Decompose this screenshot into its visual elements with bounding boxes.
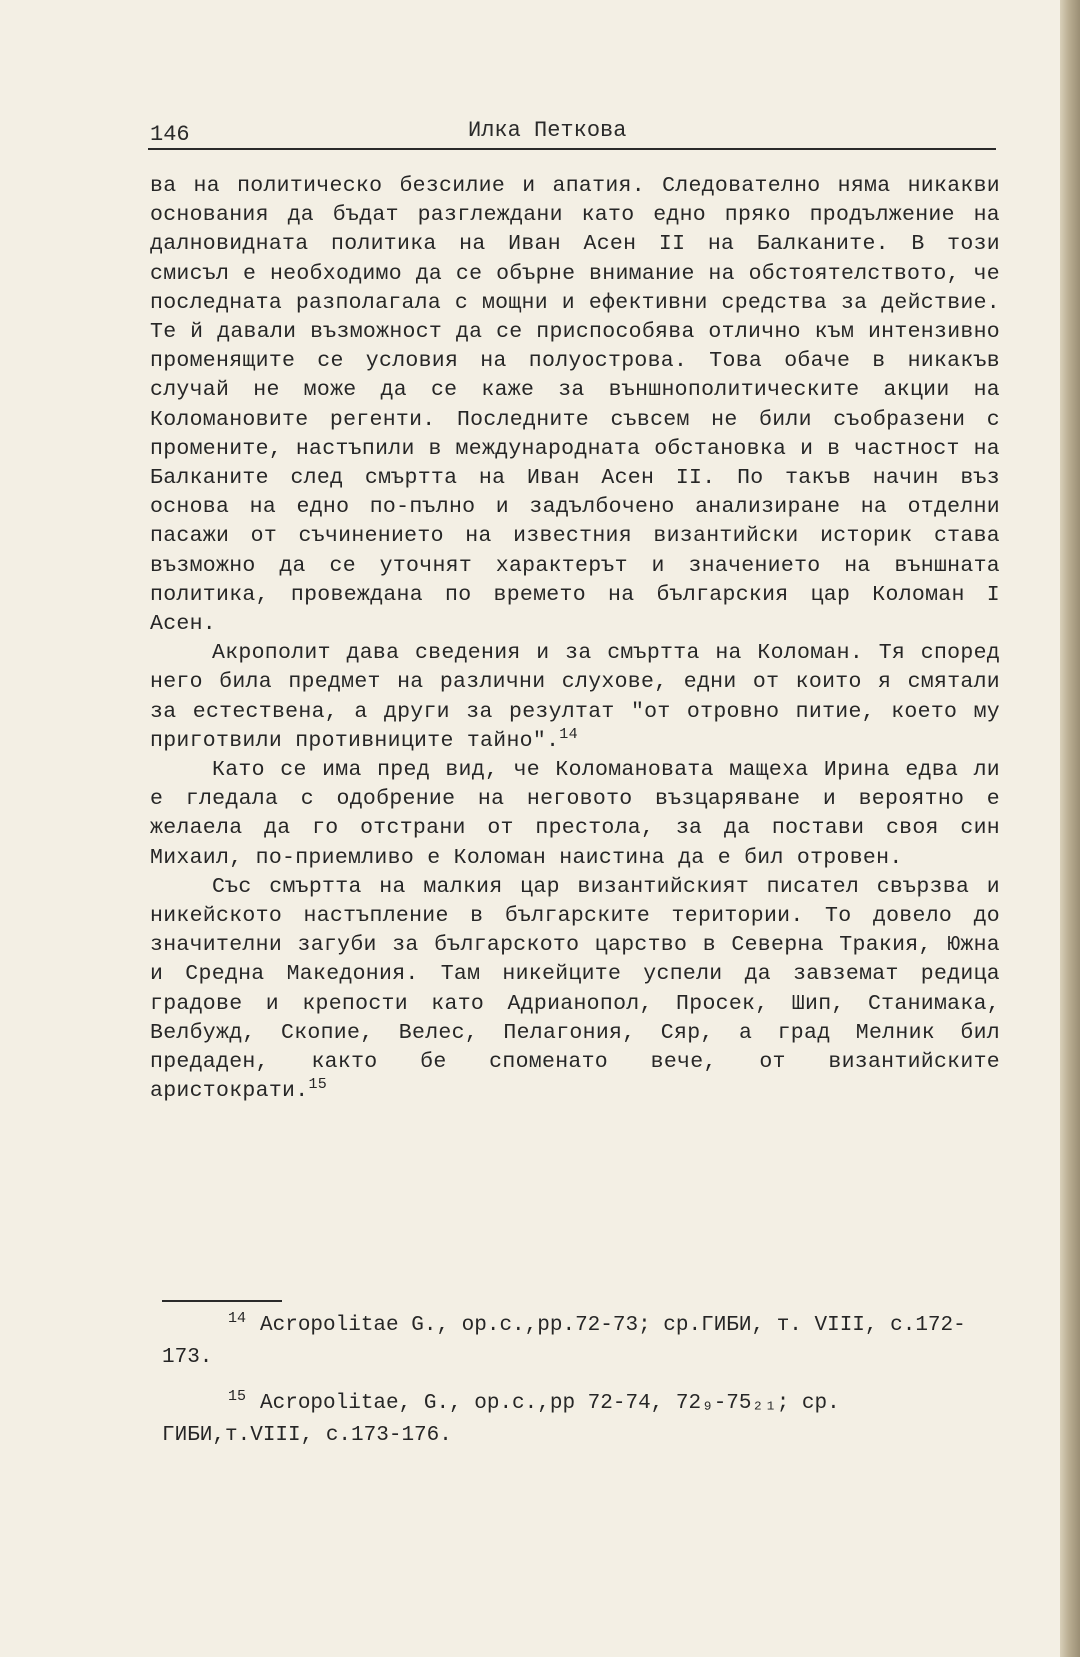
footnote-number: 15 <box>228 1388 247 1405</box>
paragraph <box>150 172 1000 639</box>
paragraph <box>150 756 1000 873</box>
footnote-reference: 14 <box>559 725 578 743</box>
paragraph-text: Като се има пред вид, че Коломановата мащеха Ирина едва ли е гледала с одобрение на неговото възцаряване и вероятно е желаела да го отстрани от престола, за да постави своя син Михаил, по-приемливо е Коломан наистина да е бил отровен. <box>150 758 1000 870</box>
footnote-text: Acropolitae, G., op.c.,pp 72-74, 72₉-75₂₁; ср. ГИБИ,т.VIII, с.173-176. <box>162 1392 840 1447</box>
footnote-text: Acropolitae G., op.c.,pp.72-73; ср.ГИБИ, т. VIII, с.172-173. <box>162 1314 966 1369</box>
footnote <box>162 1388 1002 1452</box>
footnote-reference: 15 <box>308 1076 328 1094</box>
footnote <box>162 1310 1002 1374</box>
paragraph-text: ва на политическо безсилие и апатия. Следователно няма никакви основания да бъдат разглеждани като едно пряко продължение на далновидната политика на Иван Асен II на Балканите. В този смисъл е необходимо да се обърне внимание на обстоятелството, че последната разполагала с мощни и ефективни средства за действие. Те й давали възможност да се приспособява отлично към интензивно променящите се условия на полуострова. Това обаче в никакъв случай не може да се каже за външнополитическите акции на Коломановите регенти. Последните съвсем не били съобразени с промените, настъпили в международната обстановка и в частност на Балканите след смъртта на Иван Асен II. По такъв начин въз основа на едно по-пълно и задълбочено анализиране на отделни пасажи от съчинението на известния византийски историк става възможно да се уточнят характерът и значението на външната политика, провеждана по времето на българския цар Коломан I Асен. <box>150 174 1000 637</box>
footnotes <box>162 1310 1002 1466</box>
page-number: 146 <box>150 122 190 147</box>
page-header <box>150 118 992 148</box>
header-rule <box>148 148 996 150</box>
book-spine-shadow <box>1060 0 1080 1657</box>
running-head-author: Илка Петкова <box>468 118 627 143</box>
body-text <box>150 172 1000 1107</box>
paragraph-text: Със смъртта на малкия цар византийският писател свързва и никейското настъпление в българските територии. То довело до значителни загуби за българското царство в Северна Тракия, Южна и Средна Македония. Там никейците успели да завземат редица градове и крепости като Адрианопол, Просек, Шип, Станимака, Велбужд, Скопие, Велес, Пелагония, Сяр, а град Мелник бил предаден, както бе споменато вече, от византийските аристократи. <box>150 874 1000 1104</box>
paragraph-text: Акрополит дава сведения и за смъртта на Коломан. Тя според него била предмет на различни слухове, едни от които я смятали за естествена, а други за резултат "от отровно питие, което му приготвили противниците тайно". <box>150 641 1000 753</box>
paragraph <box>150 639 1000 756</box>
footnote-separator <box>162 1300 282 1302</box>
footnote-number: 14 <box>228 1310 247 1327</box>
paragraph <box>150 873 1000 1107</box>
